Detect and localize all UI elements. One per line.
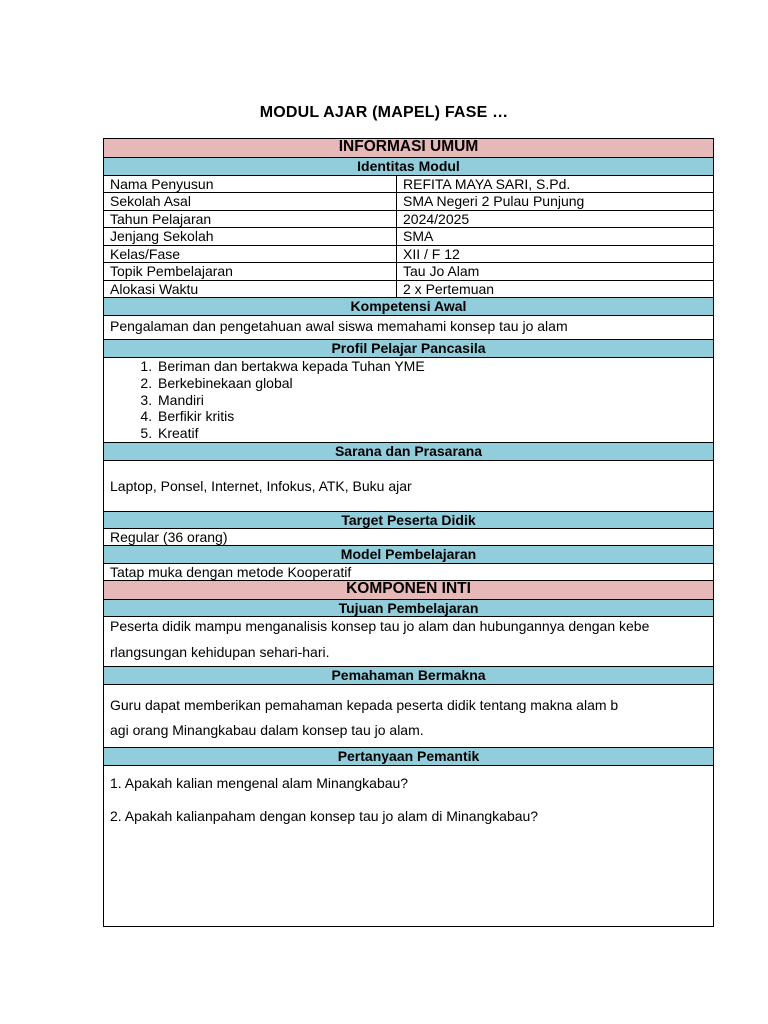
tujuan-header: Tujuan Pembelajaran <box>104 599 714 616</box>
pertanyaan-item: 1. Apakah kalian mengenal alam Minangkabau? <box>110 774 409 791</box>
identity-row <box>104 263 714 281</box>
identitas-modul-header: Identitas Modul <box>104 158 714 176</box>
identity-row <box>104 246 714 263</box>
tujuan-cell <box>104 616 714 666</box>
identity-row <box>104 193 714 211</box>
pertanyaan-header: Pertanyaan Pemantik <box>104 747 714 765</box>
identity-label: Sekolah Asal <box>104 193 397 211</box>
identity-row <box>104 228 714 246</box>
identity-value: 2 x Pertemuan <box>397 281 714 298</box>
identity-label: Jenjang Sekolah <box>104 228 397 246</box>
sarana-text: Laptop, Ponsel, Internet, Infokus, ATK, Buku ajar <box>104 460 714 511</box>
identity-label: Topik Pembelajaran <box>104 263 397 281</box>
list-item: 4. Berfikir kritis <box>156 408 707 425</box>
identity-row <box>104 176 714 193</box>
identity-value: Tau Jo Alam <box>397 263 714 281</box>
kompetensi-awal-header: Kompetensi Awal <box>104 298 714 316</box>
identity-label: Tahun Pelajaran <box>104 211 397 228</box>
modul-table <box>103 138 714 927</box>
identity-label: Nama Penyusun <box>104 176 397 193</box>
list-item: 1. Beriman dan bertakwa kepada Tuhan YME <box>156 358 707 375</box>
identity-row <box>104 211 714 228</box>
kompetensi-awal-text: Pengalaman dan pengetahuan awal siswa memahami konsep tau jo alam <box>104 316 714 340</box>
profil-pelajar-header: Profil Pelajar Pancasila <box>104 340 714 358</box>
identity-value: REFITA MAYA SARI, S.Pd. <box>397 176 714 193</box>
document-title: MODUL AJAR (MAPEL) FASE … <box>259 104 509 121</box>
model-pembelajaran-header: Model Pembelajaran <box>104 545 714 563</box>
target-peserta-header: Target Peserta Didik <box>104 511 714 528</box>
sarana-header: Sarana dan Prasarana <box>104 442 714 460</box>
identity-value: SMA Negeri 2 Pulau Punjung <box>397 193 714 211</box>
target-peserta-text: Regular (36 orang) <box>104 528 714 545</box>
identity-value: 2024/2025 <box>397 211 714 228</box>
profil-pelajar-list <box>110 358 707 442</box>
informasi-umum-header: INFORMASI UMUM <box>104 139 714 158</box>
identity-value: SMA <box>397 228 714 246</box>
identity-value: XII / F 12 <box>397 246 714 263</box>
komponen-inti-header: KOMPONEN INTI <box>104 580 714 599</box>
pemahaman-cell <box>104 684 714 747</box>
model-pembelajaran-text: Tatap muka dengan metode Kooperatif <box>104 563 714 580</box>
identity-label: Alokasi Waktu <box>104 281 397 298</box>
list-item: 5. Kreatif <box>156 425 707 442</box>
pemahaman-line: agi orang Minangkabau dalam konsep tau jo alam. <box>110 721 424 738</box>
list-item: 3. Mandiri <box>156 392 707 409</box>
pemahaman-header: Pemahaman Bermakna <box>104 666 714 684</box>
list-item: 2. Berkebinekaan global <box>156 375 707 392</box>
identity-row <box>104 281 714 298</box>
pemahaman-line: Guru dapat memberikan pemahaman kepada peserta didik tentang makna alam b <box>110 696 619 713</box>
profil-pelajar-cell <box>104 358 714 443</box>
tujuan-line: Peserta didik mampu menganalisis konsep tau jo alam dan hubungannya dengan kebe <box>110 617 650 634</box>
tujuan-line: rlangsungan kehidupan sehari-hari. <box>110 643 330 660</box>
pertanyaan-cell <box>104 765 714 926</box>
pertanyaan-item: 2. Apakah kalianpaham dengan konsep tau jo alam di Minangkabau? <box>110 807 539 824</box>
identity-label: Kelas/Fase <box>104 246 397 263</box>
